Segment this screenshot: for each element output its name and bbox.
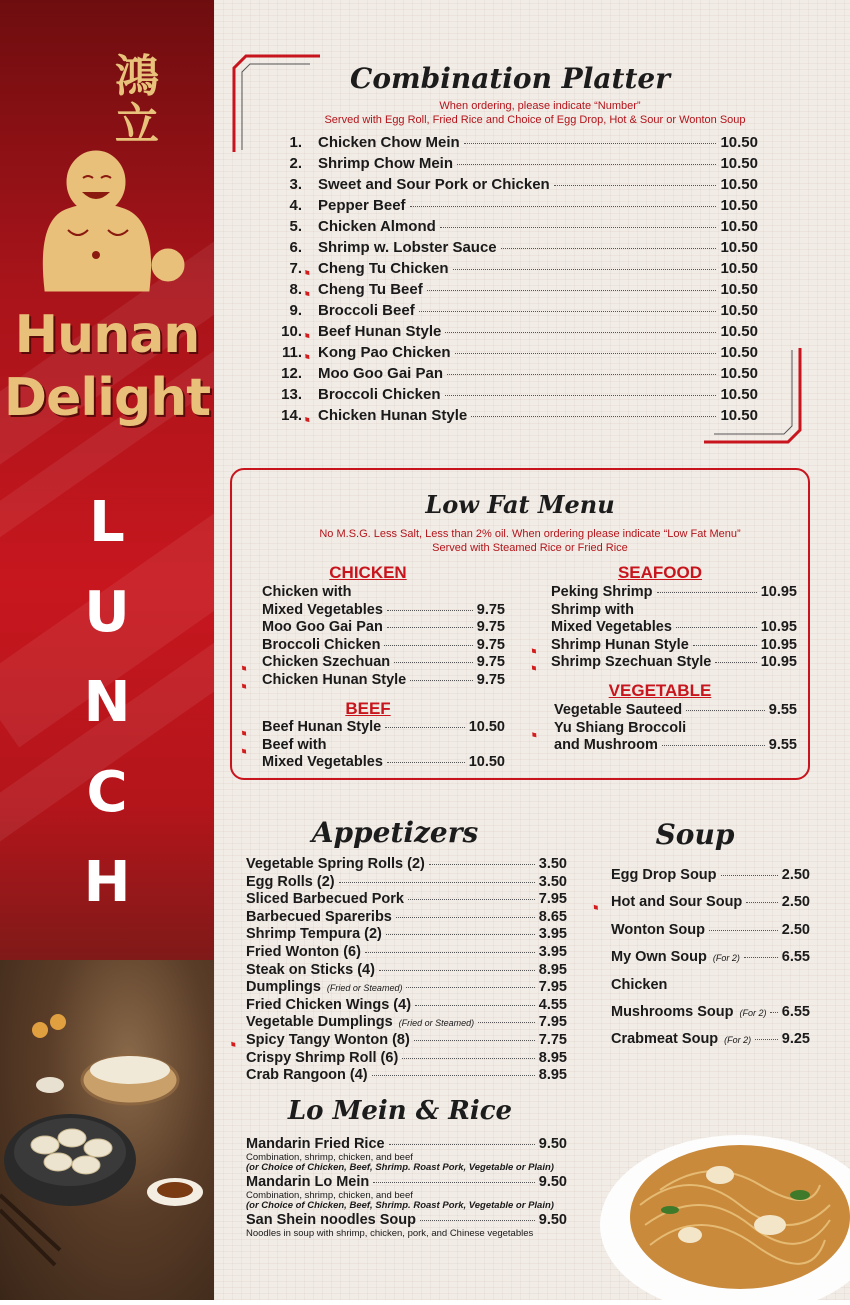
- item-name: Barbecued Spareribs: [246, 908, 392, 925]
- appetizer-item: [230, 997, 567, 1015]
- lowfat-item: [238, 719, 505, 740]
- item-price: 10.50: [720, 260, 758, 277]
- item-name: Chicken Chow Mein: [318, 134, 460, 151]
- item-price: 9.25: [781, 1031, 810, 1048]
- dot-leader: [427, 290, 717, 291]
- item-name: Peking Shrimp: [551, 584, 653, 600]
- soup-item: [589, 889, 810, 916]
- chili-pepper-icon: ♦: [301, 329, 314, 343]
- item-price: 2.50: [781, 921, 810, 938]
- chili-pepper-icon: ♦: [227, 1038, 240, 1051]
- item-price: 9.75: [476, 654, 505, 670]
- item-price: 6.55: [781, 1003, 810, 1020]
- appetizer-item: [230, 1067, 567, 1085]
- item-name: Chicken with: [262, 584, 352, 600]
- dot-leader: [385, 727, 464, 728]
- item-price: 8.95: [538, 1049, 567, 1066]
- dot-leader: [457, 164, 716, 165]
- appetizer-item: [230, 1050, 567, 1068]
- item-name: Cheng Tu Beef: [318, 281, 423, 298]
- dot-leader: [429, 864, 535, 865]
- lowfat-item: [530, 737, 797, 755]
- brand-name-line2: Delight: [3, 368, 211, 428]
- lunch-letter-n: N: [83, 670, 131, 735]
- appetizer-item: [230, 891, 567, 909]
- item-price: 10.95: [760, 584, 797, 600]
- item-name: Hot and Sour Soup: [611, 894, 743, 911]
- item-price: 9.75: [476, 636, 505, 653]
- dot-leader: [387, 627, 473, 628]
- appetizer-item: [230, 856, 567, 874]
- lowfat-subtitle-2: Served with Steamed Rice or Fried Rice: [432, 542, 628, 554]
- item-name: Mandarin Lo Mein: [246, 1174, 370, 1190]
- dot-leader: [372, 1075, 535, 1076]
- item-name: Chicken Hunan Style: [262, 671, 407, 688]
- item-note: (For 2): [739, 1007, 767, 1018]
- dot-leader: [440, 227, 717, 228]
- item-price: 10.50: [468, 719, 505, 735]
- item-price: 10.95: [760, 636, 797, 653]
- item-note: (For 2): [712, 953, 740, 964]
- appetizer-item: [230, 962, 567, 980]
- chili-pepper-icon: ♦: [528, 644, 541, 658]
- item-name: Yu Shiang Broccoli: [554, 719, 687, 736]
- beef-heading: BEEF: [345, 699, 391, 718]
- combo-item: [270, 237, 758, 258]
- dot-leader: [379, 970, 535, 971]
- chili-pepper-icon: ♦: [238, 744, 251, 758]
- item-name: My Own Soup: [611, 949, 707, 966]
- item-name: Fried Wonton (6): [246, 943, 361, 960]
- dot-leader: [420, 1220, 535, 1221]
- lowfat-title: Low Fat Menu: [425, 490, 615, 519]
- lunch-letter-u: U: [84, 580, 130, 645]
- lomein-row: [246, 1174, 567, 1191]
- item-name: Chicken Hunan Style: [318, 407, 468, 424]
- item-price: 9.75: [476, 671, 505, 688]
- lowfat-item: [238, 671, 505, 693]
- lowfat-vegetable-list: [530, 702, 797, 755]
- chili-pepper-icon: ♦: [301, 266, 314, 280]
- dot-leader: [410, 206, 717, 207]
- soup-item: [592, 972, 810, 999]
- item-name: Crispy Shrimp Roll (6): [246, 1049, 399, 1066]
- dot-leader: [386, 934, 535, 935]
- item-price: 9.50: [538, 1174, 567, 1190]
- noodles-photo: [570, 1105, 850, 1300]
- item-price: 3.95: [538, 926, 567, 943]
- item-price: 10.95: [760, 619, 797, 635]
- dot-leader: [478, 1022, 535, 1023]
- lowfat-item: [240, 584, 505, 602]
- dot-leader: [384, 645, 472, 646]
- lunch-letter-c: C: [86, 760, 128, 825]
- lowfat-item: [528, 636, 797, 658]
- item-price: 8.95: [538, 1067, 567, 1084]
- item-number: 13.: [281, 386, 302, 403]
- lowfat-item: [238, 736, 505, 758]
- dot-leader: [501, 248, 717, 249]
- appetizer-item: [227, 1031, 567, 1051]
- item-description: Combination, shrimp, chicken, and beef: [246, 1190, 413, 1201]
- soup-title: Soup: [655, 818, 735, 851]
- lowfat-item: [530, 584, 797, 602]
- item-name: Beef with: [262, 736, 327, 753]
- item-price: 9.50: [538, 1212, 567, 1228]
- combo-item: [270, 216, 758, 237]
- dot-leader: [415, 1005, 535, 1006]
- combo-subtitle-1: When ordering, please indicate “Number”: [439, 100, 641, 112]
- combo-item: [270, 363, 758, 384]
- item-name: Shrimp Szechuan Style: [551, 654, 712, 670]
- item-name: Beef Hunan Style: [262, 719, 382, 735]
- item-name: San Shein noodles Soup: [246, 1212, 416, 1228]
- item-name: Crabmeat Soup: [611, 1031, 719, 1048]
- item-name: Broccoli Chicken: [262, 636, 381, 653]
- chinese-character-1: 鴻: [115, 51, 159, 102]
- combo-list: [270, 132, 758, 426]
- chili-pepper-icon: ♦: [528, 661, 541, 675]
- item-number: 6.: [289, 239, 302, 256]
- lowfat-beef-list: [240, 719, 505, 772]
- dot-leader: [746, 902, 777, 903]
- combo-item: [270, 153, 758, 174]
- item-price: 8.95: [538, 961, 567, 978]
- dot-leader: [406, 987, 534, 988]
- soup-list: [589, 862, 810, 1054]
- item-name: Crab Rangoon (4): [246, 1067, 368, 1084]
- item-name: Shrimp w. Lobster Sauce: [318, 239, 497, 256]
- dot-leader: [471, 416, 716, 417]
- item-name: Moo Goo Gai Pan: [262, 619, 383, 635]
- dot-leader: [709, 930, 778, 931]
- item-price: 2.50: [781, 894, 810, 911]
- item-name: Mixed Vegetables: [262, 754, 383, 770]
- appetizer-item: [230, 1014, 567, 1032]
- lunch-letter-h: H: [83, 850, 131, 915]
- item-price: 10.95: [760, 654, 797, 670]
- dot-leader: [419, 311, 717, 312]
- item-number: 12.: [281, 365, 302, 382]
- dot-leader: [365, 952, 535, 953]
- item-name: Broccoli Chicken: [318, 386, 441, 403]
- item-name: Dumplings: [246, 979, 321, 996]
- appetizer-item: [230, 909, 567, 927]
- item-number: 5.: [289, 218, 302, 235]
- dot-leader: [339, 882, 535, 883]
- soup-item: [592, 999, 810, 1026]
- item-number: 11.: [281, 344, 302, 361]
- lowfat-chicken-list: [238, 584, 505, 693]
- dot-leader: [693, 645, 757, 646]
- item-number: 4.: [289, 197, 302, 214]
- item-price: 3.50: [538, 856, 567, 872]
- item-name: Sweet and Sour Pork or Chicken: [318, 176, 550, 193]
- combo-item: [270, 195, 758, 216]
- dot-leader: [408, 899, 535, 900]
- item-name: Steak on Sticks (4): [246, 961, 375, 978]
- item-name: Chicken: [611, 976, 668, 993]
- dot-leader: [464, 143, 717, 144]
- dot-leader: [455, 353, 717, 354]
- item-name: Chicken Szechuan: [262, 654, 391, 670]
- combo-item: [270, 321, 758, 342]
- item-price: 9.50: [538, 1136, 567, 1152]
- dot-leader: [686, 710, 765, 711]
- item-price: 7.95: [538, 1014, 567, 1031]
- lowfat-item: [238, 654, 505, 675]
- dot-leader: [394, 662, 473, 663]
- item-name: Egg Drop Soup: [611, 867, 717, 883]
- item-name: Cheng Tu Chicken: [318, 260, 449, 277]
- item-name: Chicken Almond: [318, 218, 436, 235]
- item-note: (For 2): [724, 1035, 752, 1046]
- soup-item: [592, 1026, 810, 1053]
- item-name: Mushrooms Soup: [611, 1003, 734, 1020]
- lowfat-item: [528, 719, 797, 741]
- dot-leader: [389, 1144, 535, 1145]
- soup-item: [592, 944, 810, 971]
- item-price: 10.50: [720, 176, 758, 193]
- dot-leader: [410, 680, 473, 681]
- item-price: 9.75: [476, 619, 505, 635]
- dot-leader: [721, 875, 778, 876]
- item-name: Mandarin Fried Rice: [246, 1136, 385, 1152]
- combo-item: [270, 405, 758, 426]
- chili-pepper-icon: ♦: [528, 728, 541, 741]
- item-price: 7.95: [538, 979, 567, 996]
- dot-leader: [770, 1012, 777, 1013]
- item-number: 3.: [289, 176, 302, 193]
- item-name: Spicy Tangy Wonton (8): [246, 1031, 410, 1048]
- item-price: 10.50: [720, 365, 758, 382]
- combo-item: [270, 342, 758, 363]
- chicken-heading: CHICKEN: [329, 563, 407, 582]
- item-choice-note: (or Choice of Chicken, Beef, Shrimp. Roast Pork, Vegetable or Plain): [246, 1162, 554, 1173]
- item-price: 10.50: [720, 386, 758, 403]
- item-name: Wonton Soup: [611, 921, 705, 938]
- item-name: Mixed Vegetables: [551, 619, 672, 635]
- chinese-character-2: 立: [115, 99, 159, 150]
- chili-pepper-icon: ♦: [238, 679, 251, 693]
- item-price: 10.50: [720, 197, 758, 214]
- soup-item: [592, 862, 810, 889]
- lowfat-item: [240, 619, 505, 637]
- lomein-row: [246, 1136, 567, 1153]
- item-name: Vegetable Sauteed: [554, 702, 683, 718]
- dot-leader: [715, 662, 756, 663]
- dot-leader: [445, 332, 716, 333]
- dot-leader: [387, 762, 465, 763]
- dot-leader: [662, 745, 765, 746]
- item-number: 8.: [289, 281, 302, 298]
- vegetable-heading: VEGETABLE: [608, 681, 712, 700]
- lunch-letter-l: L: [89, 490, 125, 555]
- item-price: 9.55: [768, 702, 797, 718]
- item-name: Pepper Beef: [318, 197, 406, 214]
- item-price: 3.95: [538, 943, 567, 960]
- lowfat-item: [240, 602, 505, 620]
- item-description: Combination, shrimp, chicken, and beef: [246, 1152, 413, 1163]
- item-description: Noodles in soup with shrimp, chicken, pork, and Chinese vegetables: [246, 1228, 534, 1239]
- item-price: 10.50: [468, 754, 505, 770]
- item-price: 10.50: [720, 302, 758, 319]
- item-price: 9.75: [476, 601, 505, 618]
- lowfat-item: [240, 754, 505, 772]
- seafood-heading: SEAFOOD: [617, 563, 703, 582]
- dot-leader: [414, 1040, 535, 1041]
- combo-subtitle-2: Served with Egg Roll, Fried Rice and Choice of Egg Drop, Hot & Sour or Wonton Soup: [324, 114, 746, 126]
- appetizers-list: [227, 856, 567, 1085]
- item-price: 2.50: [781, 867, 810, 883]
- item-name: Broccoli Beef: [318, 302, 415, 319]
- chili-pepper-icon: ♦: [301, 413, 314, 427]
- lowfat-item: [530, 702, 797, 720]
- item-name: Vegetable Dumplings: [246, 1014, 393, 1031]
- appetizer-item: [230, 874, 567, 892]
- item-number: 7.: [289, 260, 302, 277]
- combo-title: Combination Platter: [350, 62, 670, 95]
- item-number: 9.: [289, 302, 302, 319]
- appetizers-title: Appetizers: [311, 816, 479, 849]
- item-name: Shrimp with: [551, 601, 634, 618]
- lowfat-item: [528, 654, 797, 675]
- lowfat-subtitle-1: No M.S.G. Less Salt, Less than 2% oil. When ordering please indicate “Low Fat Menu”: [319, 528, 741, 540]
- dot-leader: [447, 374, 716, 375]
- lomein-item: [246, 1136, 567, 1173]
- item-price: 10.50: [720, 134, 758, 151]
- dot-leader: [676, 627, 757, 628]
- combo-item: [270, 384, 758, 405]
- dot-leader: [554, 185, 717, 186]
- brand-name-line1: Hunan: [14, 305, 200, 365]
- combo-item: [270, 279, 758, 300]
- combo-item: [270, 174, 758, 195]
- buddha-logo-icon: [28, 140, 188, 295]
- item-name: Shrimp Tempura (2): [246, 926, 382, 943]
- dumplings-photo: [0, 960, 214, 1300]
- dot-leader: [755, 1039, 778, 1040]
- dot-leader: [387, 610, 473, 611]
- dot-leader: [445, 395, 717, 396]
- item-price: 9.55: [768, 737, 797, 753]
- item-price: 8.65: [538, 908, 567, 925]
- item-price: 10.50: [720, 218, 758, 235]
- lomein-row: [246, 1212, 567, 1229]
- combo-item: [270, 132, 758, 153]
- item-price: 10.50: [720, 344, 758, 361]
- lomein-list: [246, 1136, 567, 1240]
- dot-leader: [657, 592, 757, 593]
- item-number: 10.: [281, 323, 302, 340]
- item-price: 4.55: [538, 996, 567, 1013]
- item-price: 10.50: [720, 281, 758, 298]
- item-choice-note: (or Choice of Chicken, Beef, Shrimp. Roast Pork, Vegetable or Plain): [246, 1200, 554, 1211]
- item-price: 7.95: [538, 891, 567, 908]
- item-name: Shrimp Chow Mein: [318, 155, 453, 172]
- lowfat-seafood-list: [528, 584, 797, 675]
- item-name: Beef Hunan Style: [318, 323, 442, 340]
- item-name: Shrimp Hunan Style: [551, 636, 689, 653]
- chili-pepper-icon: ♦: [238, 727, 251, 740]
- chili-pepper-icon: ♦: [301, 350, 314, 364]
- dot-leader: [453, 269, 717, 270]
- appetizer-item: [230, 979, 567, 997]
- item-name: Vegetable Spring Rolls (2): [246, 856, 425, 872]
- lowfat-item: [240, 637, 505, 655]
- lomein-item: [246, 1212, 567, 1239]
- item-name: Fried Chicken Wings (4): [246, 996, 412, 1013]
- item-name: Egg Rolls (2): [246, 873, 335, 890]
- dot-leader: [396, 917, 535, 918]
- combo-item: [270, 258, 758, 279]
- item-number: 1.: [289, 134, 302, 151]
- item-name: Mixed Vegetables: [262, 601, 383, 618]
- lowfat-item: [530, 619, 797, 637]
- dot-leader: [373, 1182, 535, 1183]
- item-price: 10.50: [720, 323, 758, 340]
- chili-pepper-icon: ♦: [301, 287, 314, 301]
- item-number: 2.: [289, 155, 302, 172]
- item-name: Moo Goo Gai Pan: [318, 365, 444, 382]
- combo-item: [270, 300, 758, 321]
- chili-pepper-icon: ♦: [589, 901, 602, 915]
- lowfat-item: [530, 602, 797, 620]
- appetizer-item: [230, 926, 567, 944]
- item-price: 10.50: [720, 155, 758, 172]
- item-name: Kong Pao Chicken: [318, 344, 451, 361]
- chili-pepper-icon: ♦: [238, 662, 251, 675]
- item-price: 10.50: [720, 407, 758, 424]
- lomein-item: [246, 1174, 567, 1211]
- dot-leader: [744, 957, 778, 958]
- item-price: 10.50: [720, 239, 758, 256]
- lomein-title: Lo Mein & Rice: [287, 1096, 513, 1126]
- dot-leader: [402, 1058, 534, 1059]
- item-name: Sliced Barbecued Pork: [246, 891, 404, 908]
- item-note: (Fried or Steamed): [398, 1018, 475, 1029]
- item-note: (Fried or Steamed): [326, 983, 403, 994]
- item-price: 3.50: [538, 873, 567, 890]
- item-number: 14.: [281, 407, 302, 424]
- soup-item: [592, 917, 810, 944]
- item-price: 6.55: [781, 949, 810, 966]
- item-price: 7.75: [538, 1031, 567, 1048]
- item-name: and Mushroom: [554, 737, 658, 753]
- appetizer-item: [230, 944, 567, 962]
